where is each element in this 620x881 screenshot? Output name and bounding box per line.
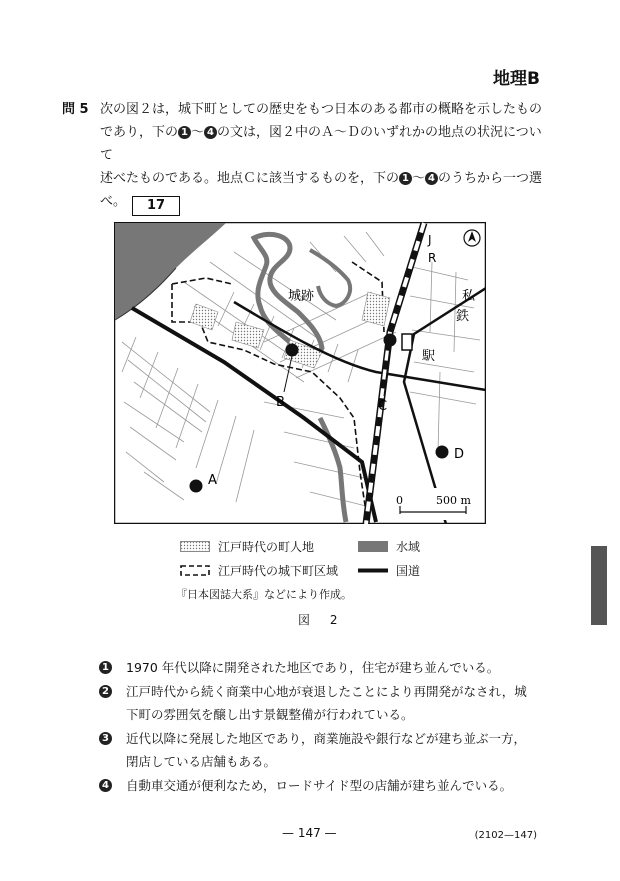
choice-4-number: 4 xyxy=(99,779,112,792)
legend-road-label: 国道 xyxy=(396,564,421,578)
scale-zero: 0 xyxy=(396,494,403,507)
page-code: (2102—147) xyxy=(474,830,537,841)
scale-distance: 500 m xyxy=(436,494,471,507)
map-svg xyxy=(114,222,486,524)
choice-marker: 4 xyxy=(204,126,217,139)
choice-marker: 1 xyxy=(399,172,412,185)
figure-caption: 図 2 xyxy=(298,613,346,627)
stem-text: 述べたものである。地点Ｃに該当するものを，下の xyxy=(100,171,400,186)
choice-3[interactable] xyxy=(96,727,532,773)
choice-3-text: 近代以降に発展した地区であり，商業施設や銀行などが建ち並ぶ一方，閉店している店舗もある。 xyxy=(126,731,527,769)
answer-box[interactable]: 17 xyxy=(132,196,180,216)
stem-line-3 xyxy=(100,167,552,190)
point-a-label: A xyxy=(208,473,217,488)
stem-tilde: 〜 xyxy=(412,171,426,186)
private-rail-label-2: 鉄 xyxy=(456,309,470,324)
choice-2[interactable] xyxy=(96,680,532,726)
jr-label-1: J xyxy=(428,233,432,247)
map-legend xyxy=(180,538,510,588)
choice-4-text: 自動車交通が便利なため，ロードサイド型の店舗が建ち並んでいる。 xyxy=(126,778,513,793)
choice-4[interactable] xyxy=(96,774,532,797)
choice-marker: 4 xyxy=(425,172,438,185)
subject-header: 地理B xyxy=(493,69,540,89)
choice-2-text: 江戸時代から続く商業中心地が衰退したことにより再開発がなされ，城下町の雰囲気を醸し出す景観整備が行われている。 xyxy=(126,684,527,722)
private-rail-label-1: 私 xyxy=(462,289,476,304)
legend-castle-town xyxy=(180,562,338,579)
stem-line-2 xyxy=(100,121,552,167)
stem-line-1: 次の図２は，城下町としての歴史をもつ日本のある都市の概略を示したもの xyxy=(100,102,543,117)
map-source: 『日本図誌大系』などにより作成。 xyxy=(176,588,352,601)
legend-dash-swatch xyxy=(180,565,210,576)
station-building xyxy=(402,334,412,350)
choice-2-number: 2 xyxy=(99,685,112,698)
castle-label: 城跡 xyxy=(288,289,315,304)
question-number: 問 5 xyxy=(62,102,89,117)
choice-3-number: 3 xyxy=(99,732,112,745)
choice-1-text: 1970 年代以降に開発された地区であり，住宅が建ち並んでいる。 xyxy=(126,660,500,675)
point-d-label: D xyxy=(454,447,465,462)
point-d-marker xyxy=(436,446,449,459)
stem-text: べ。 xyxy=(100,194,127,209)
legend-water-label: 水域 xyxy=(396,540,421,554)
point-b-label: B xyxy=(276,395,285,410)
legend-townspeople xyxy=(180,538,314,555)
stem-text: のうちから一つ選 xyxy=(438,171,543,186)
city-map xyxy=(114,222,486,524)
stem-line-4 xyxy=(100,190,552,216)
choice-1-number: 1 xyxy=(99,661,112,674)
legend-road xyxy=(358,562,420,579)
point-a-marker xyxy=(190,480,203,493)
legend-dot-swatch xyxy=(180,541,210,552)
legend-water-swatch xyxy=(358,541,388,552)
index-tab xyxy=(591,546,607,625)
jr-label-2: R xyxy=(428,251,437,265)
legend-townspeople-label: 江戸時代の町人地 xyxy=(218,540,315,554)
choices-list xyxy=(96,656,532,798)
legend-castle-town-label: 江戸時代の城下町区域 xyxy=(218,564,339,578)
legend-road-swatch xyxy=(358,565,388,576)
choice-marker: 1 xyxy=(178,126,191,139)
stem-tilde: 〜 xyxy=(191,125,205,140)
station-label: 駅 xyxy=(422,349,436,364)
stem-text: の文は，図２中のＡ〜Ｄのいずれかの地点の状況について xyxy=(100,125,542,163)
point-c-marker xyxy=(384,334,397,347)
page-number: — 147 — xyxy=(282,826,337,840)
legend-water xyxy=(358,538,420,555)
point-b-marker xyxy=(286,344,299,357)
scale-bar xyxy=(392,488,482,520)
stem-text: であり，下の xyxy=(100,125,179,140)
question-stem xyxy=(62,98,552,216)
choice-1[interactable] xyxy=(96,656,532,679)
point-c-label: C xyxy=(378,399,388,414)
